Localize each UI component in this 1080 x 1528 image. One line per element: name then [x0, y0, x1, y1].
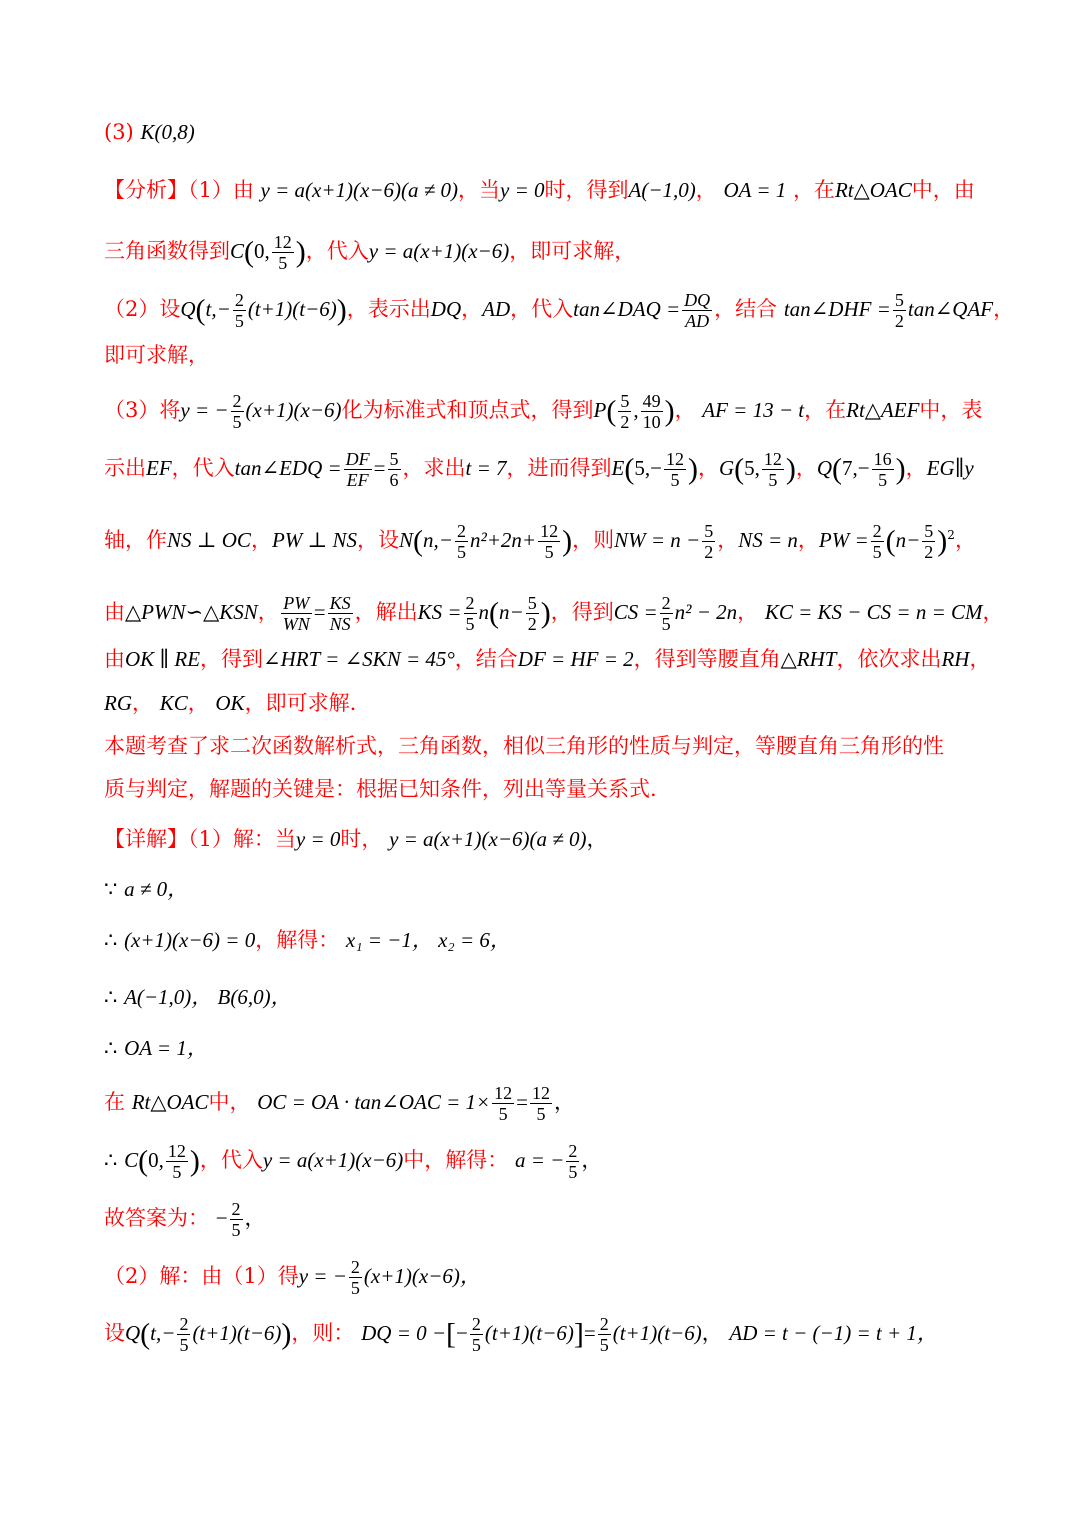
detail-line-4: ∴ A(−1,0)， B(6,0)，: [104, 985, 292, 1009]
analysis-line-1: 【分析】（1）由 y = a(x+1)(x−6)(a ≠ 0)，当y = 0时，得到A(−1,0)， OA = 1 ，在Rt△OAC中，由: [104, 178, 975, 202]
detail-line-1: 【详解】（1）解：当y = 0时， y = a(x+1)(x−6)(a ≠ 0)，: [104, 827, 608, 851]
detail-line-3: ∴ (x+1)(x−6) = 0，解得： x₁ = −1， x₂ = 6，: [104, 928, 511, 952]
detail-line-10: 设Q(t,− $\frac{2}{5}$ (t+1)(t−6))，则： DQ = 0 −[− $\frac{2}{5}$ (t+1)(t−6)]= $\frac{2}{5}$ (t+1)(t−6)， AD = t − (−1) = t + 1，: [104, 1314, 938, 1355]
analysis-line-5: （3）将y = − $\frac{2}{5}$ (x+1)(x−6)化为标准式和顶点式，得到P( $\frac{5}{2}$ , $\frac{49}{10}$ )， AF = 13 − t，在Rt△AEF中，表: [104, 391, 983, 432]
detail-line-7: ∴ C(0, $\frac{12}{5}$ )，代入y = a(x+1)(x−6)中，解得： a = − $\frac{2}{5}$ ，: [104, 1141, 603, 1182]
answer-3: (3) K(0,8): [104, 120, 195, 144]
detail-line-6: 在 Rt△OAC中， OC = OA · tan∠OAC = 1× $\frac{12}{5}$ = $\frac{12}{5}$ ，: [104, 1083, 576, 1124]
detail-line-8: 故答案为： − $\frac{2}{5}$ ，: [104, 1199, 266, 1240]
analysis-line-4: 即可求解，: [104, 343, 209, 367]
analysis-line-2: 三角函数得到C(0, $\frac{12}{5}$ )，代入y = a(x+1)(x−6)，即可求解，: [104, 232, 636, 273]
detail-line-9: （2）解：由（1）得y = − $\frac{2}{5}$ (x+1)(x−6)，: [104, 1257, 481, 1298]
summary-line-2: 质与判定，解题的关键是：根据已知条件，列出等量关系式.: [104, 777, 657, 801]
analysis-line-8: 由△PWN∽△KSN， $\frac{PW}{WN}$ = $\frac{KS}{NS}$ ，解出KS = $\frac{2}{5}$ n(n− $\frac{5}{2}$ )，得到CS = $\frac{2}{5}$ n² − 2n， KC = KS − CS = n = CM，: [104, 593, 1004, 634]
detail-line-2: ∵ a ≠ 0，: [104, 877, 189, 901]
analysis-line-7: 轴，作NS ⊥ OC，PW ⊥ NS，设N(n,− $\frac{2}{5}$ n²+2n+ $\frac{12}{5}$ )，则NW = n − $\frac{5}{2}$ ，NS = n，PW = $\frac{2}{5}$ (n− $\frac{5}{2}$ )$^2$，: [104, 521, 976, 562]
analysis-line-10: RG， KC， OK，即可求解.: [104, 691, 357, 715]
analysis-line-3: （2）设Q(t,− $\frac{2}{5}$ (t+1)(t−6))，表示出DQ，AD，代入tan∠DAQ = $\frac{DQ}{AD}$ ，结合 tan∠DHF = $\frac{5}{2}$ tan∠QAF，: [104, 290, 1015, 331]
detail-line-5: ∴ OA = 1，: [104, 1036, 208, 1060]
fraction: $\frac{12}{5}$: [273, 232, 292, 273]
summary-line-1: 本题考查了求二次函数解析式，三角函数，相似三角形的性质与判定，等腰直角三角形的性: [104, 734, 944, 758]
analysis-line-6: 示出EF，代入tan∠EDQ = $\frac{DF}{EF}$ = $\frac{5}{6}$ ，求出t = 7，进而得到E(5,− $\frac{12}{5}$ )，G(5, $\frac{12}{5}$ )，Q(7,− $\frac{16}{5}$ )，EG∥y: [104, 449, 974, 490]
analysis-line-9: 由OK ∥ RE，得到∠HRT = ∠SKN = 45°，结合DF = HF = 2，得到等腰直角△RHT，依次求出RH，: [104, 647, 991, 671]
